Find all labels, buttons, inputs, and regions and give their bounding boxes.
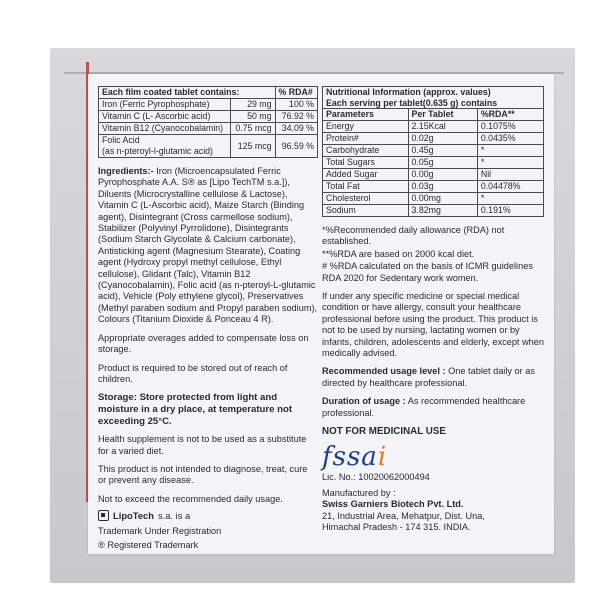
ingredients-label: Ingredients:- [98,166,154,176]
nutrient-rda: Nil [477,169,543,181]
table-row [323,133,544,145]
table-row [323,169,544,181]
usage-level-label: Recommended usage level : [322,366,446,377]
composition-header: Each film coated tablet contains: [99,87,276,99]
nutrition-table [322,86,544,217]
rda-note-1: *%Recommended daily allowance (RDA) not established. [322,225,505,247]
right-column [322,86,544,534]
nutrition-subtitle: Each serving per tablet(0.635 g) contains [326,97,498,108]
usage-duration-label: Duration of usage : [322,396,406,407]
table-row [323,181,544,193]
table-row [323,205,544,217]
dose-note: Not to exceed the recommended daily usage. [98,493,283,504]
left-column [98,86,318,551]
ingredient-name [99,135,231,158]
fssai-word: fssa [322,441,378,472]
overages-note: Appropriate overages added to compensate loss on storage. [98,332,309,355]
nutrient-rda: 0.191% [477,205,543,217]
ingredient-name: Vitamin C (L- Ascorbic acid) [99,111,231,123]
nutrient-param: Carbohydrate [323,145,409,157]
table-row [99,99,318,111]
nutrient-value: 0.03g [408,181,477,193]
ingredient-rda: 100 % [275,99,317,111]
ingredient-name: Iron (Ferric Pyrophosphate) [99,99,231,111]
nutrient-param: Cholesterol [323,193,409,205]
medical-advice-note: If under any specific medicine or special medical condition or have allergy, consult your healthcare professional before using the product. This product is not to be used by nursing, lactating women or by infants, children, adolescents and elderly, except when medically advised. [322,291,544,359]
composition-table [98,86,318,158]
ingredient-amount: 0.75 mcg [231,123,276,135]
manufacturer-name: Swiss Garniers Biotech Pvt. Ltd. [322,499,464,510]
fssai-logo [322,441,544,472]
fssai-word-end: i [377,441,388,472]
nutrient-param: Added Sugar [323,169,409,181]
manufactured-by-label: Manufactured by : [322,487,396,498]
usage-duration-text: As recommended healthcare professional. [322,396,526,418]
ingredients-paragraph [98,166,318,326]
nutrient-value: 0.05g [408,157,477,169]
ingredient-rda: 96.59 % [275,135,317,158]
nutrition-header [323,87,544,109]
usage-duration [322,396,544,419]
table-row [99,123,318,135]
nutrient-param: Total Sugars [323,157,409,169]
nutrient-rda: * [477,193,543,205]
nutrient-value: 0.00mg [408,193,477,205]
ingredient-name-line1: Folic Acid [102,135,140,145]
nutrition-col-header: Parameters [323,109,409,121]
ingredient-name: Vitamin B12 (Cyanocobalamin) [99,123,231,135]
nutrient-value: 0.45g [408,145,477,157]
nutrient-value: 0.02g [408,133,477,145]
manufacturer-address-1: 21, Industrial Area, Mehatpur, Dist. Una, [322,510,485,521]
fssai-license: Lic. No.: 10020062000494 [322,471,430,482]
manufacturer-address-2: Himachal Pradesh - 174 315. INDIA. [322,522,471,533]
nutrient-rda: 0.1075% [477,121,543,133]
diagnose-note: This product is not intended to diagnose, treat, cure or prevent any disease. [98,463,308,486]
nutrient-value: 0.00g [408,169,477,181]
nutrient-rda: 0.0435% [477,133,543,145]
table-row [323,121,544,133]
ingredient-amount: 29 mg [231,99,276,111]
nutrient-param: Total Fat [323,181,409,193]
lipotech-logo-icon [98,510,109,521]
nutrient-value: 3.82mg [408,205,477,217]
nutrition-col-header: %RDA** [477,109,543,121]
nutrient-value: 2.15Kcal [408,121,477,133]
table-row [323,157,544,169]
storage-instructions: Storage: Store protected from light and moisture in a dry place, at temperature not exceeding 25°C. [98,392,293,427]
trademark-brand-suffix: s.a. is a [157,510,191,522]
usage-level [322,366,544,389]
registered-trademark: ® Registered Trademark [98,539,199,550]
rda-note-2: **%RDA are based on 2000 kcal diet. [322,248,475,259]
nutrient-rda: * [477,145,543,157]
ingredient-rda: 76.92 % [275,111,317,123]
table-row [323,193,544,205]
composition-rda-header: % RDA# [275,87,317,99]
table-row [99,135,318,158]
trademark-registration: Trademark Under Registration [98,525,222,536]
nutrient-param: Energy [323,121,409,133]
nutrient-rda: * [477,157,543,169]
rda-note-3: # %RDA calculated on the basis of ICMR guidelines RDA 2020 for Sedentary work women. [322,261,533,283]
ingredients-text: Iron (Microencapsulated Ferric Pyrophosphate A.A. S® as [Lipo TechTM s.a.]), Diluents (Microcrystalline cellulose & Lactose), Vitamin C (L-Ascorbic acid), Maize Starch (Binding agent), Disintegrant (Cross carmellose sodium), Stabilizer (Polyvinyl Pyrrolidone), Disintegrants (Sodium Starch Glycolate & Calcium carbonate), Antisticking agent (Magnesium Stearate), Coating agent (Hydroxy propyl methyl cellulose, Ethyl cellulose), Glidant (Talc), Vitamin B12 (Cyanocobalamin), Folic acid (as n-pteroyl-L-glutamic acid), Vehicle (Poly ethylene glycol), Preservatives (Methyl paraben sodium and Propyl paraben sodium), Colours (Titanium Dioxide & Ponceau 4 R). [98,166,318,325]
ingredient-amount: 125 mcg [231,135,276,158]
ingredient-amount: 50 mg [231,111,276,123]
not-medicinal-heading: NOT FOR MEDICINAL USE [322,426,446,438]
storage-reach-note: Product is required to be stored out of reach of children. [98,362,288,384]
trademark-brand: LipoTech [113,510,154,522]
table-row [323,145,544,157]
usage-level-text: One tablet daily or as directed by healthcare professional. [322,366,535,388]
supplement-note: Health supplement is not to be used as a substitute for a varied diet. [98,434,307,456]
ingredient-rda: 34.09 % [275,123,317,135]
nutrient-param: Sodium [323,205,409,217]
nutrition-col-header: Per Tablet [408,109,477,121]
nutrient-param: Protein# [323,133,409,145]
nutrient-rda: 0.04478% [477,181,543,193]
table-row [99,111,318,123]
trademark-line [98,510,318,521]
nutrition-title: Nutritional Information (approx. values) [326,87,491,97]
ingredient-name-line2: (as n-pteroyl-l-glutamic acid) [102,146,213,156]
